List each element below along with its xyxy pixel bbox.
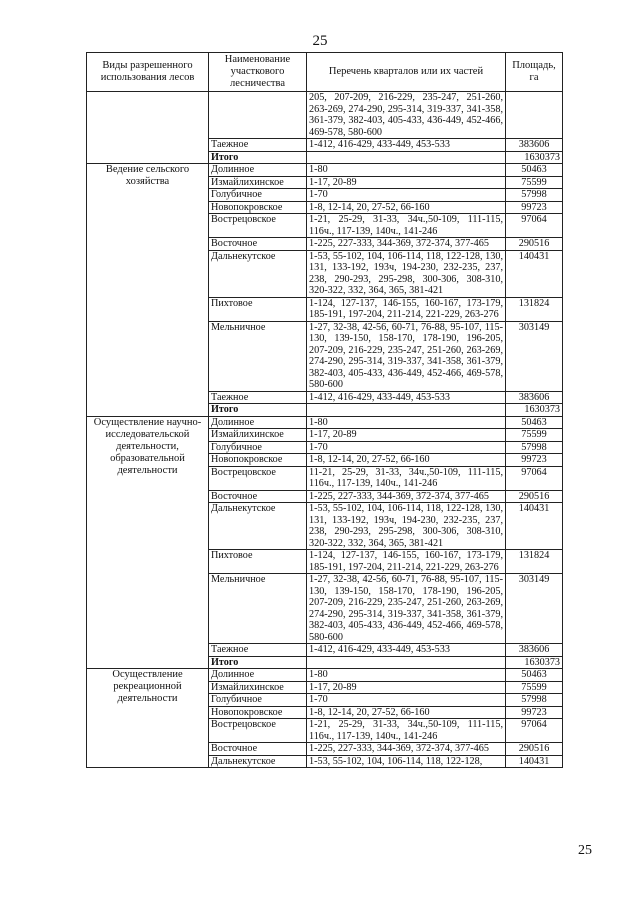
quarters-cell: 1-80 (307, 164, 506, 177)
quarters-cell: 1-225, 227-333, 344-369, 372-374, 377-465 (307, 743, 506, 756)
area-cell: 303149 (506, 574, 563, 644)
quarters-cell: 1-8, 12-14, 20, 27-52, 66-160 (307, 706, 506, 719)
forestry-cell: Вострецовское (209, 719, 307, 743)
use-type-cell: Осуществление научно-исследовательской деятельности, образовательной деятельности (87, 416, 209, 669)
quarters-cell: 1-80 (307, 669, 506, 682)
area-cell: 290516 (506, 743, 563, 756)
total-area: 1630373 (506, 151, 563, 164)
area-cell: 131824 (506, 550, 563, 574)
quarters-cell (307, 656, 506, 669)
page-number-bottom: 25 (578, 843, 592, 858)
forestry-cell: Восточное (209, 743, 307, 756)
area-cell: 97064 (506, 214, 563, 238)
area-cell: 383606 (506, 139, 563, 152)
total-area: 1630373 (506, 404, 563, 417)
forestry-cell: Пихтовое (209, 550, 307, 574)
table-row (87, 669, 563, 682)
quarters-cell: 1-53, 55-102, 104, 106-114, 118, 122-128, (307, 755, 506, 768)
quarters-cell: 1-80 (307, 416, 506, 429)
area-cell: 75599 (506, 176, 563, 189)
forestry-cell: Мельничное (209, 321, 307, 391)
forestry-cell: Пихтовое (209, 297, 307, 321)
forestry-cell (209, 92, 307, 139)
header-use-type: Виды разрешенного использования лесов (87, 53, 209, 92)
quarters-cell (307, 404, 506, 417)
quarters-cell: 1-225, 227-333, 344-369, 372-374, 377-465 (307, 490, 506, 503)
forestry-cell: Долинное (209, 416, 307, 429)
area-cell: 290516 (506, 238, 563, 251)
table-row (87, 164, 563, 177)
forestry-cell: Новопокровское (209, 201, 307, 214)
area-cell: 99723 (506, 454, 563, 467)
area-cell (506, 92, 563, 139)
quarters-cell: 1-53, 55-102, 104, 106-114, 118, 122-128, 130, 131, 133-192, 193ч, 194-230, 232-235, 237, 238, 290-293, 295-298, 300-306, 308-310, 320-322, 332, 364, 365, 381-421 (307, 503, 506, 550)
table-row (87, 416, 563, 429)
use-type-cell: Ведение сельского хозяйства (87, 164, 209, 417)
quarters-cell (307, 151, 506, 164)
total-label: Итого (209, 151, 307, 164)
header-area: Площадь, га (506, 53, 563, 92)
quarters-cell: 1-53, 55-102, 104, 106-114, 118, 122-128, 130, 131, 133-192, 193ч, 194-230, 232-235, 237, 238, 290-293, 295-298, 300-306, 308-310, 320-322, 332, 364, 365, 381-421 (307, 250, 506, 297)
area-cell: 140431 (506, 250, 563, 297)
header-forestry: Наименование участкового лесничества (209, 53, 307, 92)
area-cell: 131824 (506, 297, 563, 321)
forestry-cell: Вострецовское (209, 466, 307, 490)
forestry-cell: Дальнекутское (209, 755, 307, 768)
area-cell: 97064 (506, 719, 563, 743)
area-cell: 383606 (506, 644, 563, 657)
quarters-cell: 1-70 (307, 189, 506, 202)
use-type-cell: Осуществление рекреационной деятельности (87, 669, 209, 768)
area-cell: 99723 (506, 201, 563, 214)
forestry-cell: Таежное (209, 139, 307, 152)
area-cell: 140431 (506, 503, 563, 550)
area-cell: 57998 (506, 694, 563, 707)
forestry-cell: Измайлихинское (209, 681, 307, 694)
area-cell: 99723 (506, 706, 563, 719)
quarters-cell: 1-225, 227-333, 344-369, 372-374, 377-465 (307, 238, 506, 251)
page-number-top: 25 (312, 33, 328, 49)
area-cell: 50463 (506, 669, 563, 682)
forestry-cell: Измайлихинское (209, 429, 307, 442)
forestry-cell: Вострецовское (209, 214, 307, 238)
forest-use-table (86, 52, 563, 768)
total-label: Итого (209, 404, 307, 417)
quarters-cell: 1-17, 20-89 (307, 176, 506, 189)
quarters-cell: 1-21, 25-29, 31-33, 34ч.,50-109, 111-115, 116ч., 117-139, 140ч., 141-246 (307, 214, 506, 238)
forestry-cell: Долинное (209, 164, 307, 177)
table-header-row (87, 53, 563, 92)
forestry-cell: Голубичное (209, 441, 307, 454)
quarters-cell: 1-17, 20-89 (307, 429, 506, 442)
forestry-cell: Голубичное (209, 189, 307, 202)
total-label: Итого (209, 656, 307, 669)
area-cell: 75599 (506, 681, 563, 694)
quarters-cell: 1-412, 416-429, 433-449, 453-533 (307, 644, 506, 657)
area-cell: 140431 (506, 755, 563, 768)
quarters-cell: 1-70 (307, 441, 506, 454)
area-cell: 50463 (506, 164, 563, 177)
forestry-cell: Новопокровское (209, 454, 307, 467)
area-cell: 57998 (506, 441, 563, 454)
forestry-cell: Таежное (209, 391, 307, 404)
header-quarters: Перечень кварталов или их частей (307, 53, 506, 92)
area-cell: 290516 (506, 490, 563, 503)
total-area: 1630373 (506, 656, 563, 669)
forestry-cell: Долинное (209, 669, 307, 682)
quarters-cell: 1-27, 32-38, 42-56, 60-71, 76-88, 95-107, 115-130, 139-150, 158-170, 178-190, 196-205, 207-209, 216-229, 235-247, 251-260, 263-269, 274-290, 295-314, 319-337, 341-358, 361-379, 382-403, 405-433, 436-449, 452-466, 469-578, 580-600 (307, 574, 506, 644)
forestry-cell: Голубичное (209, 694, 307, 707)
forestry-cell: Таежное (209, 644, 307, 657)
forestry-cell: Дальнекутское (209, 250, 307, 297)
area-cell: 50463 (506, 416, 563, 429)
use-type-cell (87, 92, 209, 164)
area-cell: 383606 (506, 391, 563, 404)
quarters-cell: 1-124, 127-137, 146-155, 160-167, 173-179, 185-191, 197-204, 211-214, 221-229, 263-276 (307, 550, 506, 574)
quarters-cell: 1-8, 12-14, 20, 27-52, 66-160 (307, 454, 506, 467)
area-cell: 75599 (506, 429, 563, 442)
area-cell: 97064 (506, 466, 563, 490)
forestry-cell: Восточное (209, 238, 307, 251)
quarters-cell: 1-8, 12-14, 20, 27-52, 66-160 (307, 201, 506, 214)
forestry-cell: Мельничное (209, 574, 307, 644)
table-body (87, 92, 563, 768)
area-cell: 303149 (506, 321, 563, 391)
quarters-cell: 1-17, 20-89 (307, 681, 506, 694)
table-row (87, 92, 563, 139)
area-cell: 57998 (506, 189, 563, 202)
quarters-cell: 1-27, 32-38, 42-56, 60-71, 76-88, 95-107, 115-130, 139-150, 158-170, 178-190, 196-205, 207-209, 216-229, 235-247, 251-260, 263-269, 274-290, 295-314, 319-337, 341-358, 361-379, 382-403, 405-433, 436-449, 452-466, 469-578, 580-600 (307, 321, 506, 391)
quarters-cell: 205, 207-209, 216-229, 235-247, 251-260, 263-269, 274-290, 295-314, 319-337, 341-358, 361-379, 382-403, 405-433, 436-449, 452-466, 469-578, 580-600 (307, 92, 506, 139)
forestry-cell: Восточное (209, 490, 307, 503)
quarters-cell: 1-124, 127-137, 146-155, 160-167, 173-179, 185-191, 197-204, 211-214, 221-229, 263-276 (307, 297, 506, 321)
quarters-cell: 1-21, 25-29, 31-33, 34ч.,50-109, 111-115, 116ч., 117-139, 140ч., 141-246 (307, 719, 506, 743)
quarters-cell: 11-21, 25-29, 31-33, 34ч.,50-109, 111-115, 116ч., 117-139, 140ч., 141-246 (307, 466, 506, 490)
quarters-cell: 1-70 (307, 694, 506, 707)
quarters-cell: 1-412, 416-429, 433-449, 453-533 (307, 391, 506, 404)
forestry-cell: Дальнекутское (209, 503, 307, 550)
forestry-cell: Новопокровское (209, 706, 307, 719)
quarters-cell: 1-412, 416-429, 433-449, 453-533 (307, 139, 506, 152)
forestry-cell: Измайлихинское (209, 176, 307, 189)
